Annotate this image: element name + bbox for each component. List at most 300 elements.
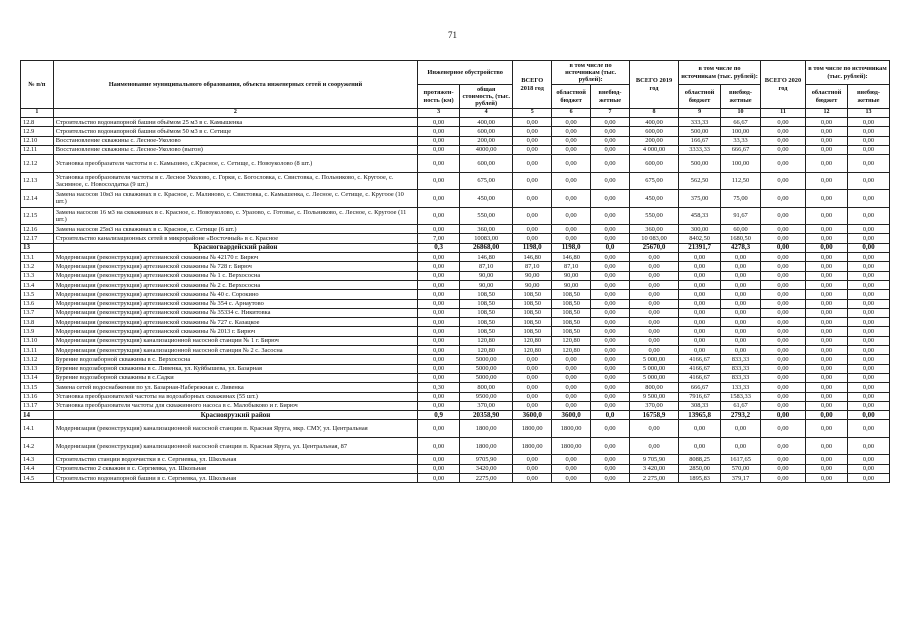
value-cell: 0,00 (760, 225, 805, 234)
value-cell: 0,00 (679, 253, 721, 262)
value-cell: 0,00 (847, 190, 889, 208)
value-cell: 0,00 (513, 172, 552, 190)
value-cell: 0,00 (418, 207, 460, 225)
value-cell: 0,00 (847, 234, 889, 243)
header-cost: общая стоимость, (тыс. рублей) (460, 85, 513, 109)
value-cell: 0,00 (847, 243, 889, 252)
value-cell: 0,00 (591, 290, 630, 299)
value-cell: 0,00 (418, 318, 460, 327)
object-name: Бурение водозаборной скважины в с.Садки (53, 373, 417, 382)
value-cell: 1895,83 (679, 474, 721, 483)
value-cell: 370,00 (629, 401, 678, 410)
header-regional-2018: областной бюджет (552, 85, 591, 109)
value-cell: 0,00 (847, 383, 889, 392)
row-number: 14 (21, 411, 54, 420)
value-cell: 0,00 (629, 346, 678, 355)
table-row (21, 373, 890, 382)
value-cell: 60,00 (721, 225, 761, 234)
value-cell: 16758,9 (629, 411, 678, 420)
value-cell: 0,00 (760, 411, 805, 420)
value-cell: 90,00 (552, 280, 591, 289)
header-regional-2020: областной бюджет (806, 85, 848, 109)
value-cell: 5 000,00 (629, 355, 678, 364)
value-cell: 0,00 (418, 355, 460, 364)
value-cell: 0,00 (806, 383, 848, 392)
value-cell: 0,00 (806, 455, 848, 464)
table-row (21, 155, 890, 173)
value-cell: 108,50 (513, 290, 552, 299)
table-body (21, 118, 890, 483)
value-cell: 0,00 (418, 474, 460, 483)
value-cell: 0,00 (806, 172, 848, 190)
value-cell: 0,00 (591, 420, 630, 438)
value-cell: 0,00 (552, 155, 591, 173)
object-name: Модернизация (реконструкция) артезианской скважины № 728 г. Бирюч (53, 262, 417, 271)
object-name: Модернизация (реконструкция) артезианской скважины № 40 с. Сорокино (53, 290, 417, 299)
value-cell: 0,00 (629, 420, 678, 438)
value-cell: 0,00 (418, 464, 460, 473)
value-cell: 0,00 (591, 225, 630, 234)
value-cell: 0,00 (591, 136, 630, 145)
value-cell: 0,00 (806, 280, 848, 289)
row-number: 12.17 (21, 234, 54, 243)
value-cell: 0,00 (552, 464, 591, 473)
object-name: Установка преобразателя частоты в с. Камызино, с.Красное, с. Сетище, с. Новоуколово (8 шт.) (53, 155, 417, 173)
value-cell: 0,00 (806, 336, 848, 345)
value-cell: 0,00 (552, 118, 591, 127)
value-cell: 0,00 (806, 234, 848, 243)
value-cell: 0,00 (629, 290, 678, 299)
object-name: Строительство станции водоочистки в с. Сергиевка, ул. Школьная (53, 455, 417, 464)
value-cell: 0,00 (513, 364, 552, 373)
value-cell: 0,00 (591, 364, 630, 373)
value-cell: 0,00 (847, 299, 889, 308)
value-cell: 0,00 (418, 392, 460, 401)
object-name: Установка преобразователя частоты в с. Лесное Уколово, с. Горки, с. Богословка, с. Свистовка, с. Польниково, с. Кругоое, с. Засимное, с. Новосолдатка (9 шт.) (53, 172, 417, 190)
value-cell: 0,00 (847, 364, 889, 373)
value-cell: 146,80 (460, 253, 513, 262)
value-cell: 0,00 (552, 355, 591, 364)
value-cell: 0,00 (418, 373, 460, 382)
value-cell: 0,00 (418, 308, 460, 317)
value-cell: 0,00 (591, 318, 630, 327)
value-cell: 26868,00 (460, 243, 513, 252)
value-cell: 100,00 (721, 155, 761, 173)
value-cell: 146,80 (552, 253, 591, 262)
value-cell: 0,00 (591, 437, 630, 455)
value-cell: 0,00 (760, 383, 805, 392)
value-cell: 0,00 (591, 190, 630, 208)
value-cell: 0,00 (418, 127, 460, 136)
value-cell: 0,00 (847, 464, 889, 473)
value-cell: 200,00 (460, 136, 513, 145)
value-cell: 0,00 (721, 437, 761, 455)
value-cell: 0,00 (552, 190, 591, 208)
column-number: 11 (760, 109, 805, 118)
value-cell: 0,00 (591, 464, 630, 473)
value-cell: 0,00 (847, 118, 889, 127)
value-cell: 0,00 (760, 336, 805, 345)
value-cell: 0,00 (760, 190, 805, 208)
header-sources-2020: в том числе по источникам (тыс. рублей): (806, 61, 890, 85)
object-name: Модернизация (реконструкция) канализационной насосной станции п. Красная Яруга, мкр. СМУ, ул. Центральная (53, 420, 417, 438)
table-row (21, 318, 890, 327)
value-cell: 0,00 (806, 290, 848, 299)
value-cell: 0,00 (806, 401, 848, 410)
value-cell: 108,50 (460, 318, 513, 327)
value-cell: 1800,00 (513, 437, 552, 455)
header-number: № п/п (21, 61, 54, 109)
infrastructure-table (20, 60, 890, 483)
column-number: 10 (721, 109, 761, 118)
value-cell: 1800,00 (513, 420, 552, 438)
section-row (21, 411, 890, 420)
row-number: 12.16 (21, 225, 54, 234)
value-cell: 0,00 (721, 299, 761, 308)
value-cell: 0,00 (679, 327, 721, 336)
value-cell: 10 083,00 (629, 234, 678, 243)
header-extra-2019: внебюд-жетные (721, 85, 761, 109)
value-cell: 0,00 (806, 155, 848, 173)
value-cell: 0,00 (418, 253, 460, 262)
value-cell: 0,00 (513, 207, 552, 225)
column-number: 12 (806, 109, 848, 118)
object-name: Строительство 2 скважин в с. Сергиевка, ул. Школьная (53, 464, 417, 473)
value-cell: 25670,0 (629, 243, 678, 252)
table-row (21, 136, 890, 145)
value-cell: 0,00 (847, 127, 889, 136)
section-title: Красноярузкий район (53, 411, 417, 420)
column-number: 2 (53, 109, 417, 118)
value-cell: 0,00 (513, 234, 552, 243)
value-cell: 0,00 (513, 373, 552, 382)
value-cell: 133,33 (721, 383, 761, 392)
table-row (21, 299, 890, 308)
row-number: 12.11 (21, 145, 54, 154)
value-cell: 0,00 (513, 474, 552, 483)
value-cell: 360,00 (629, 225, 678, 234)
value-cell: 675,00 (460, 172, 513, 190)
value-cell: 0,00 (552, 207, 591, 225)
value-cell: 0,00 (760, 290, 805, 299)
header-length: протяжен-ность (км) (418, 85, 460, 109)
value-cell: 9 500,00 (629, 392, 678, 401)
column-number: 13 (847, 109, 889, 118)
table-row (21, 327, 890, 336)
value-cell: 0,00 (552, 145, 591, 154)
value-cell: 0,00 (847, 262, 889, 271)
row-number: 13.4 (21, 280, 54, 289)
value-cell: 550,00 (629, 207, 678, 225)
table-row (21, 253, 890, 262)
value-cell: 0,00 (721, 318, 761, 327)
value-cell: 0,00 (591, 455, 630, 464)
value-cell: 570,00 (721, 464, 761, 473)
value-cell: 0,00 (418, 262, 460, 271)
row-number: 12.15 (21, 207, 54, 225)
object-name: Установка преобразователей частоты на водозаборных скважинах (55 шт.) (53, 392, 417, 401)
value-cell: 0,00 (806, 253, 848, 262)
object-name: Восстановление скважины с. Лесное-Уколово (выгон) (53, 145, 417, 154)
value-cell: 0,00 (806, 373, 848, 382)
value-cell: 0,00 (552, 127, 591, 136)
value-cell: 0,00 (591, 373, 630, 382)
table-row (21, 127, 890, 136)
value-cell: 108,50 (460, 299, 513, 308)
value-cell: 360,00 (460, 225, 513, 234)
value-cell: 0,00 (760, 420, 805, 438)
value-cell: 9705,90 (460, 455, 513, 464)
value-cell: 0,00 (760, 455, 805, 464)
value-cell: 2793,2 (721, 411, 761, 420)
value-cell: 0,00 (418, 401, 460, 410)
table-row (21, 420, 890, 438)
object-name: Модернизация (реконструкция) канализационной насосной станция № 2 с. Засосна (53, 346, 417, 355)
value-cell: 0,00 (760, 318, 805, 327)
value-cell: 0,00 (806, 299, 848, 308)
value-cell: 120,80 (460, 346, 513, 355)
header-engineering: Инженерное обустройство (418, 61, 513, 85)
value-cell: 4278,3 (721, 243, 761, 252)
value-cell: 1800,00 (552, 420, 591, 438)
value-cell: 8088,25 (679, 455, 721, 464)
header-sources-2019: в том числе по источникам (тыс. рублей): (679, 61, 761, 85)
value-cell: 100,00 (721, 127, 761, 136)
value-cell: 500,00 (679, 127, 721, 136)
value-cell: 0,00 (760, 474, 805, 483)
object-name: Модернизация (реконструкция) артезианской скважины № 354 с. Арнаутово (53, 299, 417, 308)
value-cell: 666,67 (679, 383, 721, 392)
value-cell: 9500,00 (460, 392, 513, 401)
value-cell: 0,00 (629, 262, 678, 271)
value-cell: 108,50 (460, 327, 513, 336)
object-name: Строительство водонапорной башни в с. Сергиевка, ул. Школьная (53, 474, 417, 483)
value-cell: 90,00 (513, 280, 552, 289)
value-cell: 0,00 (591, 355, 630, 364)
value-cell: 108,50 (513, 308, 552, 317)
column-number: 6 (552, 109, 591, 118)
header-total-2020: ВСЕГО 2020 год (760, 61, 805, 109)
value-cell: 200,00 (629, 136, 678, 145)
value-cell: 0,00 (591, 262, 630, 271)
value-cell: 0,00 (552, 364, 591, 373)
row-number: 12.12 (21, 155, 54, 173)
value-cell: 0,00 (679, 346, 721, 355)
value-cell: 0,00 (679, 318, 721, 327)
value-cell: 1680,50 (721, 234, 761, 243)
object-name: Модернизация (реконструкция) артезианской скважины № 42170 г. Бирюч (53, 253, 417, 262)
row-number: 13.12 (21, 355, 54, 364)
value-cell: 0,00 (679, 336, 721, 345)
value-cell: 1617,65 (721, 455, 761, 464)
object-name: Модернизация (реконструкция) артезианской скважины № 2013 г. Бирюч (53, 327, 417, 336)
value-cell: 0,00 (847, 355, 889, 364)
value-cell: 0,00 (591, 155, 630, 173)
value-cell: 108,50 (460, 308, 513, 317)
value-cell: 8402,50 (679, 234, 721, 243)
object-name: Модернизация (реконструкция) артезианской скважины № 1 с. Верхососна (53, 271, 417, 280)
value-cell: 600,00 (460, 155, 513, 173)
value-cell: 0,00 (760, 118, 805, 127)
value-cell: 5 000,00 (629, 373, 678, 382)
value-cell: 0,0 (591, 243, 630, 252)
value-cell: 120,80 (552, 336, 591, 345)
table-row (21, 190, 890, 208)
table-row (21, 455, 890, 464)
value-cell: 0,00 (679, 262, 721, 271)
value-cell: 0,00 (847, 290, 889, 299)
value-cell: 0,00 (418, 136, 460, 145)
value-cell: 90,00 (460, 280, 513, 289)
column-number: 3 (418, 109, 460, 118)
value-cell: 2850,00 (679, 464, 721, 473)
value-cell: 0,00 (513, 145, 552, 154)
value-cell: 833,33 (721, 364, 761, 373)
value-cell: 0,00 (806, 190, 848, 208)
object-name: Бурение водозаборной скважины в с. Ливенка, ул. Куйбышева, ул. Базарная (53, 364, 417, 373)
value-cell: 833,33 (721, 373, 761, 382)
value-cell: 675,00 (629, 172, 678, 190)
value-cell: 108,50 (460, 290, 513, 299)
value-cell: 0,00 (418, 437, 460, 455)
object-name: Установка преобразователя частоты для скважинного насоса в с. Малобыково и г. Бирюч (53, 401, 417, 410)
value-cell: 0,00 (847, 455, 889, 464)
value-cell: 0,00 (847, 373, 889, 382)
value-cell: 0,00 (418, 336, 460, 345)
value-cell: 0,00 (847, 346, 889, 355)
value-cell: 2275,00 (460, 474, 513, 483)
value-cell: 0,00 (847, 401, 889, 410)
value-cell: 666,67 (721, 145, 761, 154)
value-cell: 108,50 (552, 299, 591, 308)
value-cell: 600,00 (629, 127, 678, 136)
value-cell: 3 420,00 (629, 464, 678, 473)
value-cell: 0,00 (760, 308, 805, 317)
value-cell: 1583,33 (721, 392, 761, 401)
value-cell: 0,00 (591, 280, 630, 289)
value-cell: 0,00 (679, 308, 721, 317)
value-cell: 120,80 (513, 346, 552, 355)
value-cell: 108,50 (552, 327, 591, 336)
value-cell: 0,00 (679, 290, 721, 299)
value-cell: 0,00 (847, 392, 889, 401)
value-cell: 5 000,00 (629, 364, 678, 373)
value-cell: 120,80 (513, 336, 552, 345)
value-cell: 7916,67 (679, 392, 721, 401)
value-cell: 0,00 (552, 474, 591, 483)
value-cell: 0,00 (513, 355, 552, 364)
value-cell: 3600,0 (513, 411, 552, 420)
value-cell: 90,00 (552, 271, 591, 280)
value-cell: 0,00 (629, 253, 678, 262)
value-cell: 0,00 (760, 392, 805, 401)
value-cell: 0,00 (847, 253, 889, 262)
value-cell: 833,33 (721, 355, 761, 364)
value-cell: 0,00 (847, 225, 889, 234)
value-cell: 0,00 (760, 127, 805, 136)
value-cell: 458,33 (679, 207, 721, 225)
object-name: Модернизация (реконструкция) канализационной насосной станции № 1 г. Бирюч (53, 336, 417, 345)
table-row (21, 437, 890, 455)
value-cell: 0,00 (418, 271, 460, 280)
value-cell: 0,00 (847, 271, 889, 280)
value-cell: 0,00 (513, 155, 552, 173)
value-cell: 0,00 (847, 136, 889, 145)
value-cell: 0,00 (591, 383, 630, 392)
row-number: 13 (21, 243, 54, 252)
value-cell: 1800,00 (460, 420, 513, 438)
value-cell: 0,00 (552, 225, 591, 234)
value-cell: 0,00 (760, 172, 805, 190)
value-cell: 0,00 (629, 280, 678, 289)
value-cell: 21391,7 (679, 243, 721, 252)
value-cell: 0,00 (760, 401, 805, 410)
object-name: Замена насосов 10м3 на скважинах в с. Красное, с. Малиново, с. Свистовка, с. Камышенка, с. Лесное, с. Сетище, с. Кругоое (10 шт.) (53, 190, 417, 208)
column-number: 1 (21, 109, 54, 118)
value-cell: 0,00 (721, 262, 761, 271)
table-row (21, 308, 890, 317)
row-number: 13.3 (21, 271, 54, 280)
object-name: Замена насосов 25м3 на скважинах в с. Красное, с. Сетище (6 шт.) (53, 225, 417, 234)
value-cell: 0,00 (760, 364, 805, 373)
value-cell: 10083,00 (460, 234, 513, 243)
value-cell: 1800,00 (460, 437, 513, 455)
value-cell: 7,00 (418, 234, 460, 243)
value-cell: 0,00 (513, 136, 552, 145)
value-cell: 0,00 (760, 253, 805, 262)
row-number: 13.10 (21, 336, 54, 345)
value-cell: 450,00 (629, 190, 678, 208)
object-name: Замена сетей водоснабжения по ул. Базарная-Набережная с. Ливенка (53, 383, 417, 392)
table-row (21, 207, 890, 225)
row-number: 13.16 (21, 392, 54, 401)
value-cell: 0,00 (591, 172, 630, 190)
table-row (21, 355, 890, 364)
header-total-2018: ВСЕГО 2018 год (513, 61, 552, 109)
row-number: 14.1 (21, 420, 54, 438)
row-number: 14.5 (21, 474, 54, 483)
value-cell: 0,00 (591, 401, 630, 410)
value-cell: 0,00 (721, 420, 761, 438)
value-cell: 0,00 (760, 207, 805, 225)
table-row (21, 290, 890, 299)
value-cell: 0,00 (806, 225, 848, 234)
value-cell: 0,00 (591, 207, 630, 225)
value-cell: 4000,00 (460, 145, 513, 154)
value-cell: 0,00 (513, 118, 552, 127)
value-cell: 0,00 (418, 346, 460, 355)
column-number: 8 (629, 109, 678, 118)
value-cell: 400,00 (460, 118, 513, 127)
value-cell: 166,67 (679, 136, 721, 145)
value-cell: 0,00 (806, 243, 848, 252)
value-cell: 5000,00 (460, 373, 513, 382)
table-row (21, 271, 890, 280)
row-number: 13.1 (21, 253, 54, 262)
value-cell: 0,00 (760, 145, 805, 154)
value-cell: 0,00 (847, 280, 889, 289)
value-cell: 0,00 (847, 420, 889, 438)
value-cell: 0,00 (847, 411, 889, 420)
column-number-row (21, 109, 890, 118)
value-cell: 0,00 (721, 346, 761, 355)
value-cell: 75,00 (721, 190, 761, 208)
value-cell: 0,00 (806, 308, 848, 317)
value-cell: 0,00 (513, 464, 552, 473)
value-cell: 0,00 (806, 271, 848, 280)
value-cell: 0,00 (847, 327, 889, 336)
object-name: Строительство водонапорной башни объёмом 50 м3 в с. Сетище (53, 127, 417, 136)
